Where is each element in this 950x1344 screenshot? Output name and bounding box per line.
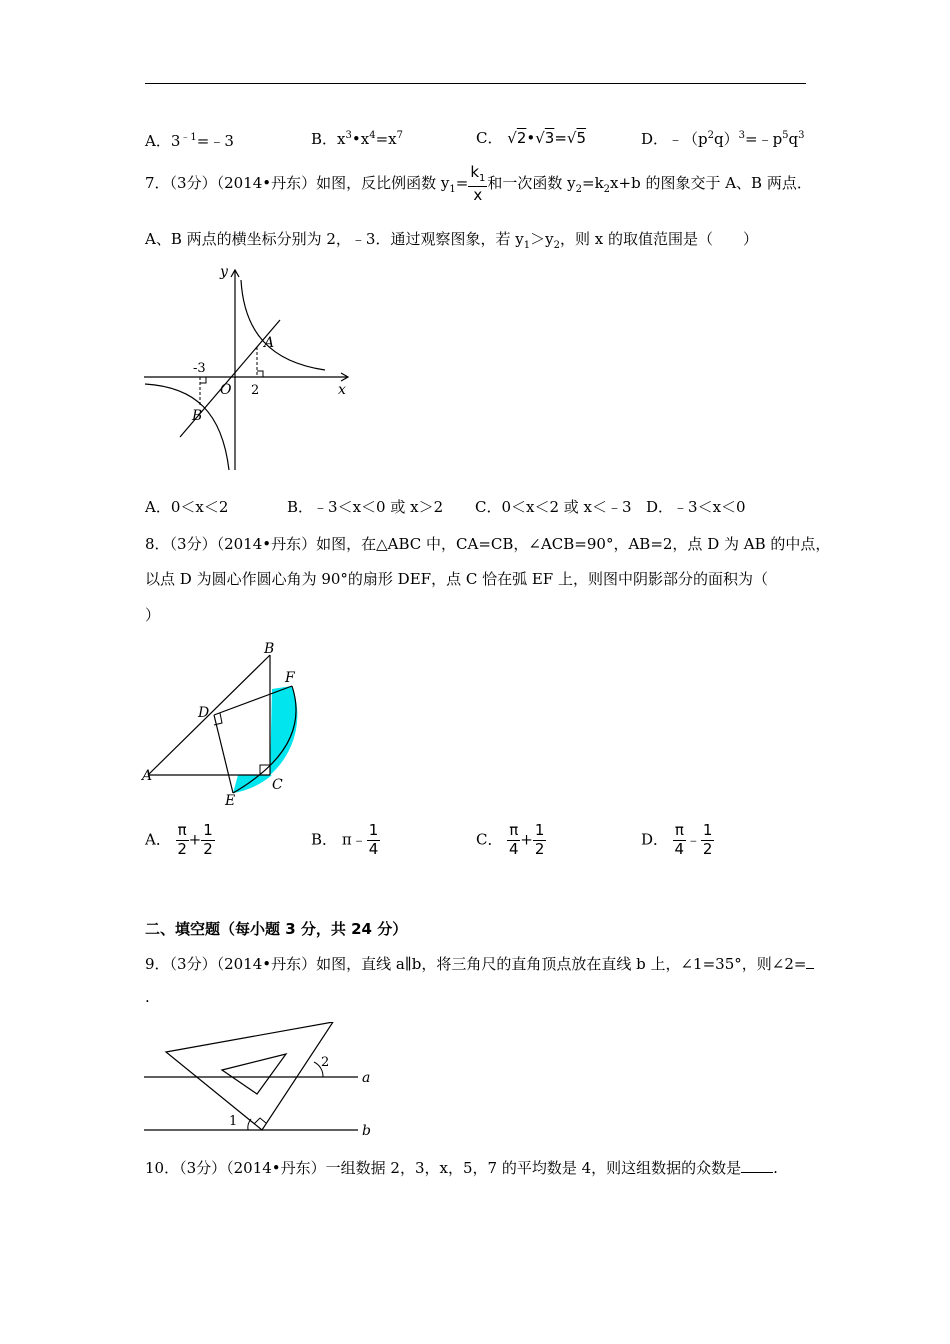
q6-option-d: D．$﹣(p^2q)^3=﹣p^5q^3$ (641, 130, 805, 148)
q7-option-b: B．﹣3＜x＜0 或 x＞2 (287, 498, 444, 516)
q8-option-d: D． $\frac{\pi}{4}$ ﹣ $\frac{1}{2}$ (641, 821, 713, 858)
q7-option-c: C．0＜x＜2 或 x＜﹣3 (475, 498, 632, 516)
q8-label-c: C (272, 777, 283, 793)
q8-stem-line3: ） (145, 606, 161, 624)
q6-option-b: B．$x^3•x^4=x^7$ (311, 130, 403, 148)
q9-label-a: a (362, 1070, 371, 1086)
q9-label-b: b (362, 1123, 371, 1139)
q9-angle-2: 2 (321, 1055, 330, 1070)
q6-option-c: C． √2•√3=√5 (476, 129, 587, 147)
q7-tick-neg3: -3 (193, 361, 206, 376)
q8-option-a: A． $\frac{\pi}{2}$ + $\frac{1}{2}$ (145, 821, 213, 858)
q10-answer-blank[interactable] (741, 1160, 773, 1173)
q7-y-label: y (220, 264, 228, 280)
q9-angle-1: 1 (229, 1114, 238, 1129)
q7-option-a: A．0＜x＜2 (145, 498, 229, 516)
q8-label-b: B (264, 641, 275, 657)
q7-origin-label: O (220, 382, 232, 398)
q7-stem-line1: 7．（3分）（2014•丹东）如图，反比例函数 $y_1=$ $\frac{k_1}{x}$ 和一次函数 $y_2=k_2x+b$ 的图象交于 A、B 两点． (145, 163, 812, 204)
q10-stem: 10．（3分）（2014•丹东）一组数据 2，3，x，5，7 的平均数是 4，则这组数据的众数是 . (145, 1159, 778, 1177)
header-rule (145, 83, 806, 84)
q7-fraction: $\frac{k_1}{x}$ (470, 163, 486, 204)
q7-point-b: B (192, 408, 203, 424)
q7-x-label: x (338, 382, 346, 398)
q7-hyperbola-upper (241, 280, 325, 370)
q7-hyperbola-lower (145, 384, 229, 470)
q7-stem-line2: A、B 两点的横坐标分别为 2，﹣3．通过观察图象，若 $y_1>y_2$，则 x 的取值范围是（ ） (145, 230, 758, 251)
q7-point-a: A (264, 335, 275, 351)
q8-option-c: C． $\frac{\pi}{4}$ + $\frac{1}{2}$ (476, 821, 545, 858)
q8-option-b: B． π﹣ $\frac{1}{4}$ (311, 821, 379, 858)
q8-label-a: A (142, 768, 153, 784)
q8-label-e: E (225, 793, 236, 809)
q9-stem-line1: 9．（3分）（2014•丹东）如图，直线 a∥b，将三角尺的直角顶点放在直线 b 上，∠1=35°，则∠2= (145, 953, 814, 974)
q9-stem-line2: . (145, 988, 150, 1006)
q8-stem-line1: 8．（3分）（2014•丹东）如图，在△ABC 中，CA=CB，∠ACB=90°，AB=2，点 D 为 AB 的中点， (145, 535, 831, 553)
q9-figure (140, 1022, 380, 1142)
q8-label-f: F (285, 670, 295, 686)
q8-label-d: D (198, 705, 210, 721)
q8-stem-line2: 以点 D 为圆心作圆心角为 90°的扇形 DEF，点 C 恰在弧 EF 上，则图中阴影部分的面积为（ (145, 570, 768, 588)
q7-option-d: D．﹣3＜x＜0 (646, 498, 746, 516)
q7-graph (140, 262, 360, 477)
q7-tick-2: 2 (251, 383, 260, 398)
q9-answer-blank[interactable] (806, 956, 814, 969)
section-fill-in-heading: 二、填空题（每小题 3 分，共 24 分） (145, 920, 408, 938)
q6-option-a: A．$3^{﹣1}=﹣3$ (145, 132, 234, 150)
q8-figure (140, 637, 315, 812)
